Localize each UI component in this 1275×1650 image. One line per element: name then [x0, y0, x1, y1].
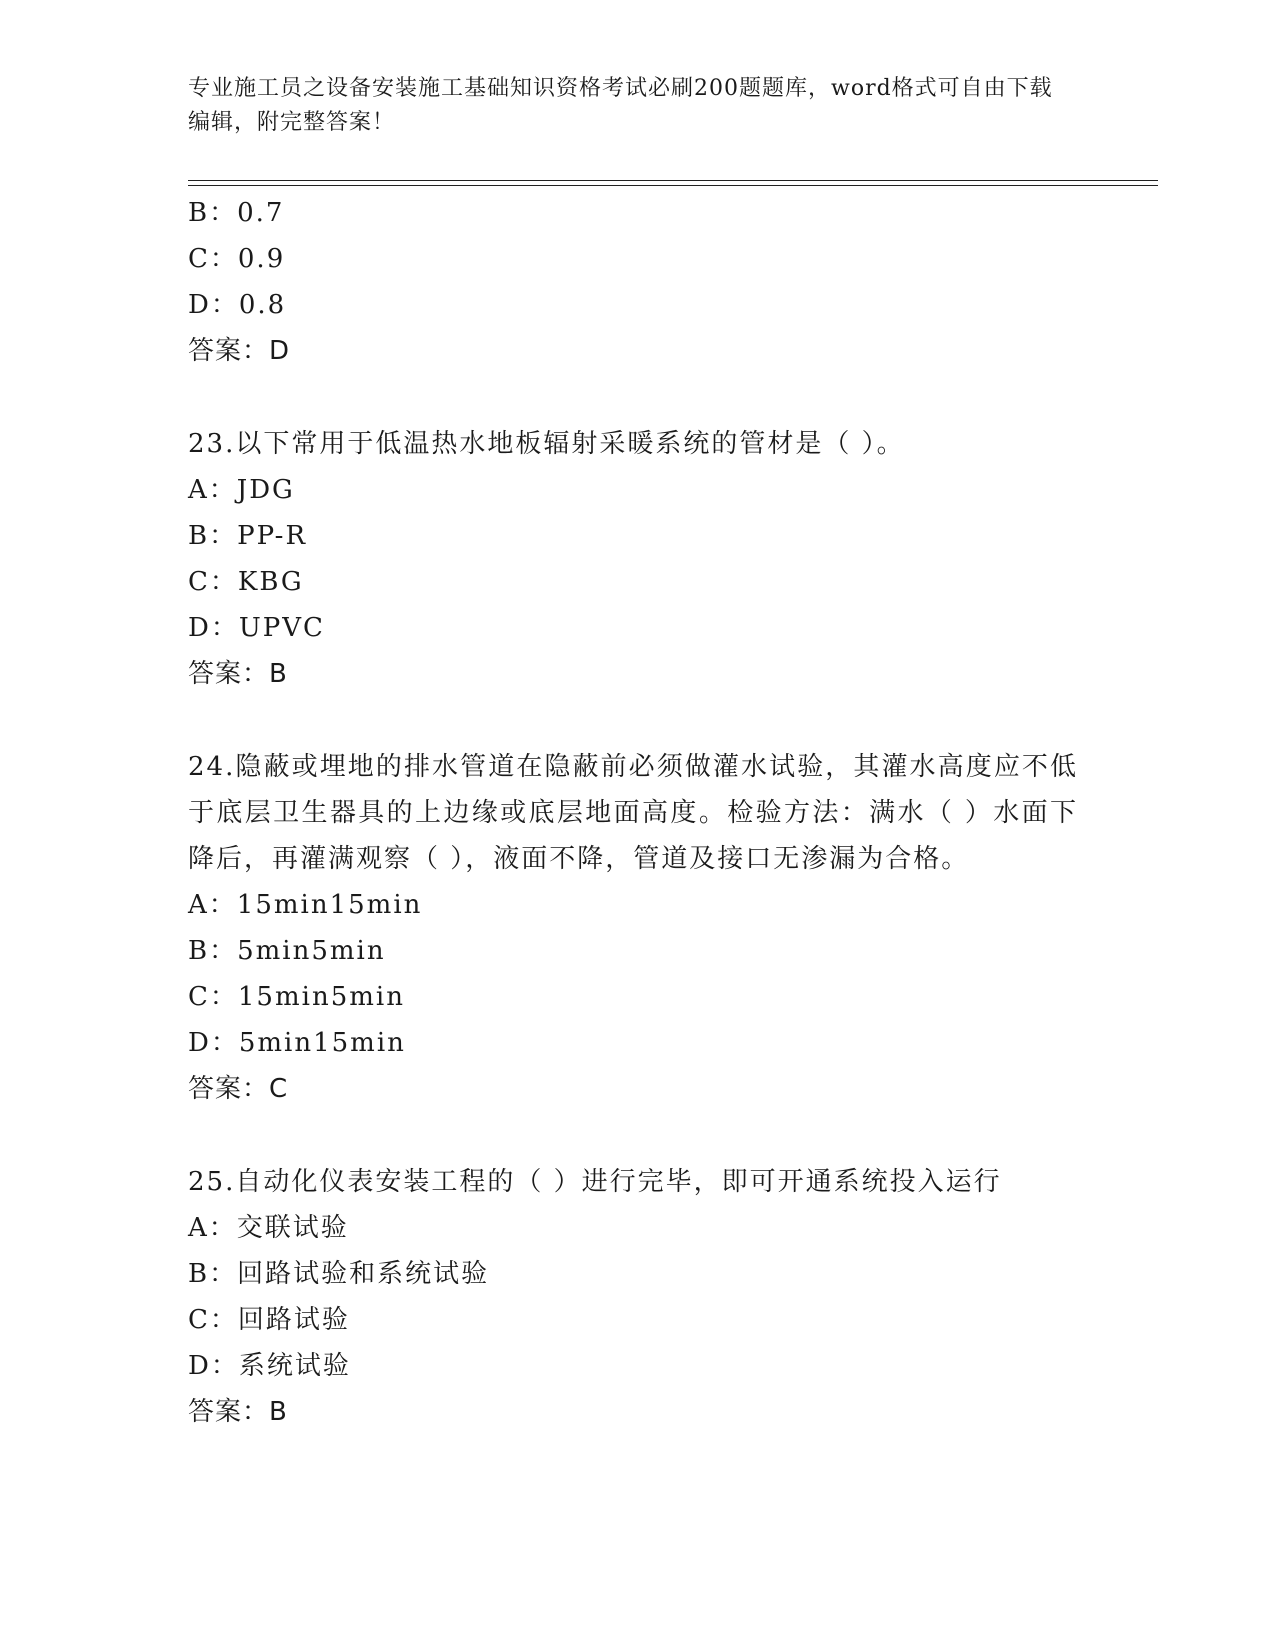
option-d: D：系统试验 [188, 1351, 351, 1381]
header-divider-top [188, 180, 1158, 181]
option-c: C：0.9 [188, 244, 286, 274]
spacer [188, 697, 1088, 744]
question-text: 24.隐蔽或埋地的排水管道在隐蔽前必须做灌水试验，其灌水高度应不低于底层卫生器具的上边缘或底层地面高度。检验方法：满水（ ）水面下降后，再灌满观察（ ），液面不降，管道及接口无渗漏为合格。 [188, 752, 1078, 874]
option-b: B：回路试验和系统试验 [188, 1259, 490, 1289]
question-text: 25.自动化仪表安装工程的（ ）进行完毕，即可开通系统投入运行 [188, 1167, 1002, 1197]
option-c: C：KBG [188, 567, 304, 597]
question-text: 23.以下常用于低温热水地板辐射采暖系统的管材是（ ）。 [188, 429, 905, 459]
option-c: C：回路试验 [188, 1305, 350, 1335]
spacer [188, 374, 1088, 421]
option-a: A：JDG [188, 475, 295, 505]
option-a: A：交联试验 [188, 1213, 349, 1243]
answer-line: 答案：B [188, 659, 288, 689]
option-a: A：15min15min [188, 890, 423, 920]
page-header: 专业施工员之设备安装施工基础知识资格考试必刷200题题库，word格式可自由下载编辑，附完整答案！ [188, 76, 1053, 135]
question-23 [188, 421, 1088, 697]
spacer [188, 1112, 1088, 1159]
option-b: B：PP-R [188, 521, 308, 551]
header-divider-bottom [188, 185, 1158, 186]
option-d: D：UPVC [188, 613, 325, 643]
question-list [188, 190, 1088, 1435]
question-22-tail [188, 190, 1088, 374]
option-d: D：0.8 [188, 290, 287, 320]
answer-line: 答案：D [188, 336, 291, 366]
option-d: D：5min15min [188, 1028, 406, 1058]
option-b: B：0.7 [188, 198, 285, 228]
option-c: C：15min5min [188, 982, 405, 1012]
question-25 [188, 1159, 1088, 1435]
answer-line: 答案：C [188, 1074, 289, 1104]
option-b: B：5min5min [188, 936, 386, 966]
answer-line: 答案：B [188, 1397, 288, 1427]
question-24 [188, 744, 1088, 1112]
